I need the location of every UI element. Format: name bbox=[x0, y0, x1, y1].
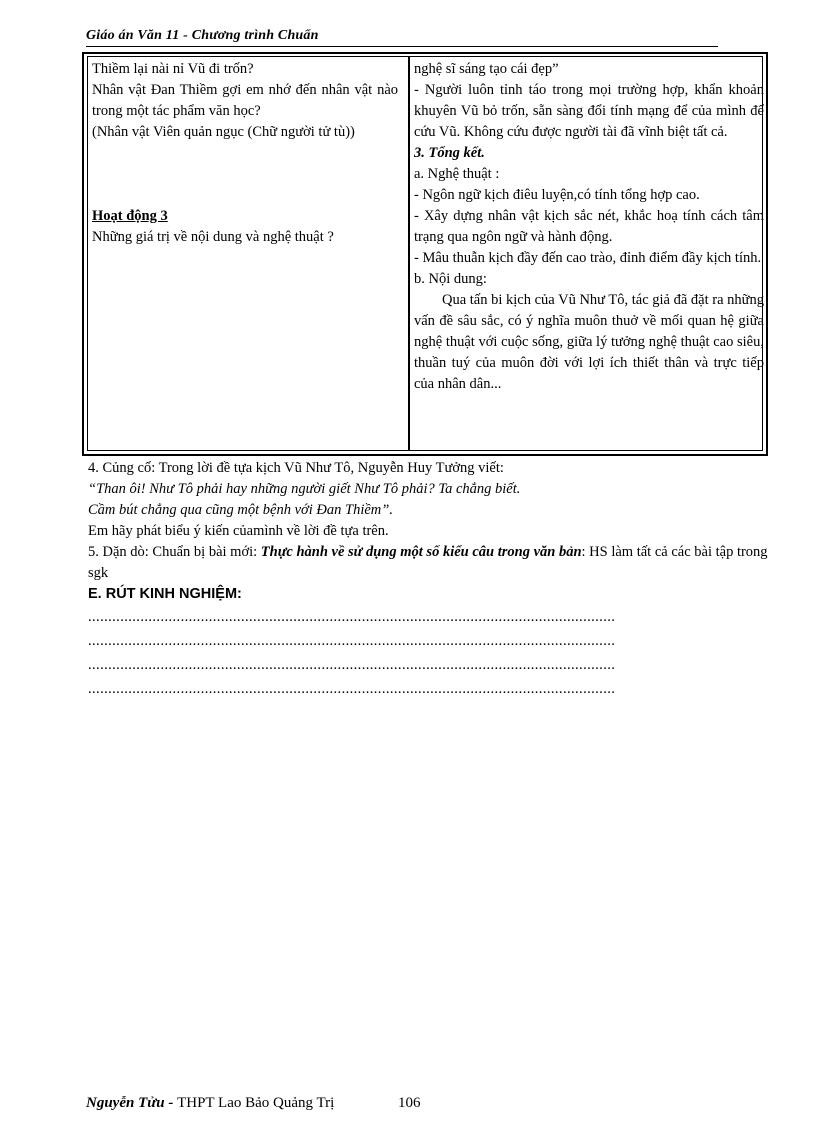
teacher-activity-column bbox=[92, 59, 398, 248]
header-title: Giáo án Văn 11 - Chương trình Chuẩn bbox=[86, 28, 319, 43]
quote-line-1: “Than ôi! Như Tô phải hay những người giết Như Tô phải? Ta chẳng biết. bbox=[88, 481, 521, 497]
page-header bbox=[86, 28, 718, 47]
content-text: Qua tấn bi kịch của Vũ Như Tô, tác giả đã đặt ra những vấn đề sâu sắc, có ý nghĩa muôn thuở về mối quan hệ giữa nghệ thuật với cuộc sống, giữa lý tưởng nghệ thuật cao siêu, thuần tuý của muôn đời với lợi ích thiết thân và trực tiếp của nhân dân... bbox=[414, 292, 765, 392]
homework bbox=[88, 542, 770, 584]
homework-lesson: Thực hành về sử dụng một số kiểu câu trong văn bản bbox=[260, 544, 582, 560]
footer-author: Nguyễn Tửu - bbox=[86, 1095, 178, 1111]
dotted-line-2: ................................................................................................................................... bbox=[88, 633, 616, 649]
consolidation-intro: 4. Củng cố: Trong lời đề tựa kịch Vũ Như Tô, Nguyễn Huy Tưởng viết: bbox=[88, 460, 504, 476]
right-line-2: - Người luôn tỉnh táo trong mọi trường hợp, khẩn khoản khuyên Vũ bỏ trốn, sẵn sàng đổi tính mạng để của mình để cứu Vũ. Không cứu được người tài đã vĩnh biệt tất cả. bbox=[414, 82, 764, 140]
art-item-2: - Xây dựng nhân vật kịch sắc nét, khắc hoạ tính cách tâm trạng qua ngôn ngữ và hành động. bbox=[414, 208, 764, 245]
art-item-1: - Ngôn ngữ kịch điêu luyện,có tính tổng hợp cao. bbox=[414, 187, 700, 203]
experience-title: E. RÚT KINH NGHIỆM: bbox=[88, 586, 242, 602]
left-line-3: (Nhân vật Viên quản ngục (Chữ người tử tù)) bbox=[92, 124, 355, 140]
left-spacer bbox=[92, 143, 398, 206]
content-heading: b. Nội dung: bbox=[414, 271, 487, 287]
page-footer bbox=[86, 1095, 421, 1112]
quote-line-2: Cầm bút chẳng qua cũng một bệnh với Đan Thiềm”. bbox=[88, 502, 393, 518]
page-number: 106 bbox=[398, 1095, 421, 1111]
after-table-section bbox=[88, 458, 770, 701]
art-item-3: - Mâu thuẫn kịch đầy đến cao trào, đỉnh điểm đầy kịch tính. bbox=[414, 250, 762, 266]
dotted-line-4: ................................................................................................................................... bbox=[88, 681, 616, 697]
activity-3-title: Hoạt động 3 bbox=[92, 208, 168, 224]
footer-school: THPT Lao Bảo Quảng Trị bbox=[177, 1095, 335, 1111]
column-divider bbox=[408, 57, 410, 450]
lesson-table bbox=[82, 52, 768, 456]
dotted-line-3: ................................................................................................................................... bbox=[88, 657, 616, 673]
consolidation-prompt: Em hãy phát biểu ý kiến củamình về lời đề tựa trên. bbox=[88, 523, 389, 539]
right-line-1: nghệ sĩ sáng tạo cái đẹp” bbox=[414, 61, 559, 77]
homework-label: 5. Dặn dò: Chuẩn bị bài mới: bbox=[88, 544, 261, 560]
lesson-table-inner bbox=[87, 56, 763, 451]
content-column bbox=[414, 59, 764, 395]
left-line-1: Thiềm lại nài nỉ Vũ đi trốn? bbox=[92, 61, 254, 77]
dotted-line-1: ................................................................................................................................... bbox=[88, 609, 616, 625]
homework-rest: : HS làm tất cả các bài tập trong sgk bbox=[88, 544, 768, 581]
summary-title: 3. Tổng kết. bbox=[414, 145, 485, 161]
left-line-2: Nhân vật Đan Thiềm gợi em nhớ đến nhân vật nào trong một tác phẩm văn học? bbox=[92, 82, 398, 119]
activity-3-question: Những giá trị về nội dung và nghệ thuật ? bbox=[92, 229, 334, 245]
art-heading: a. Nghệ thuật : bbox=[414, 166, 500, 182]
